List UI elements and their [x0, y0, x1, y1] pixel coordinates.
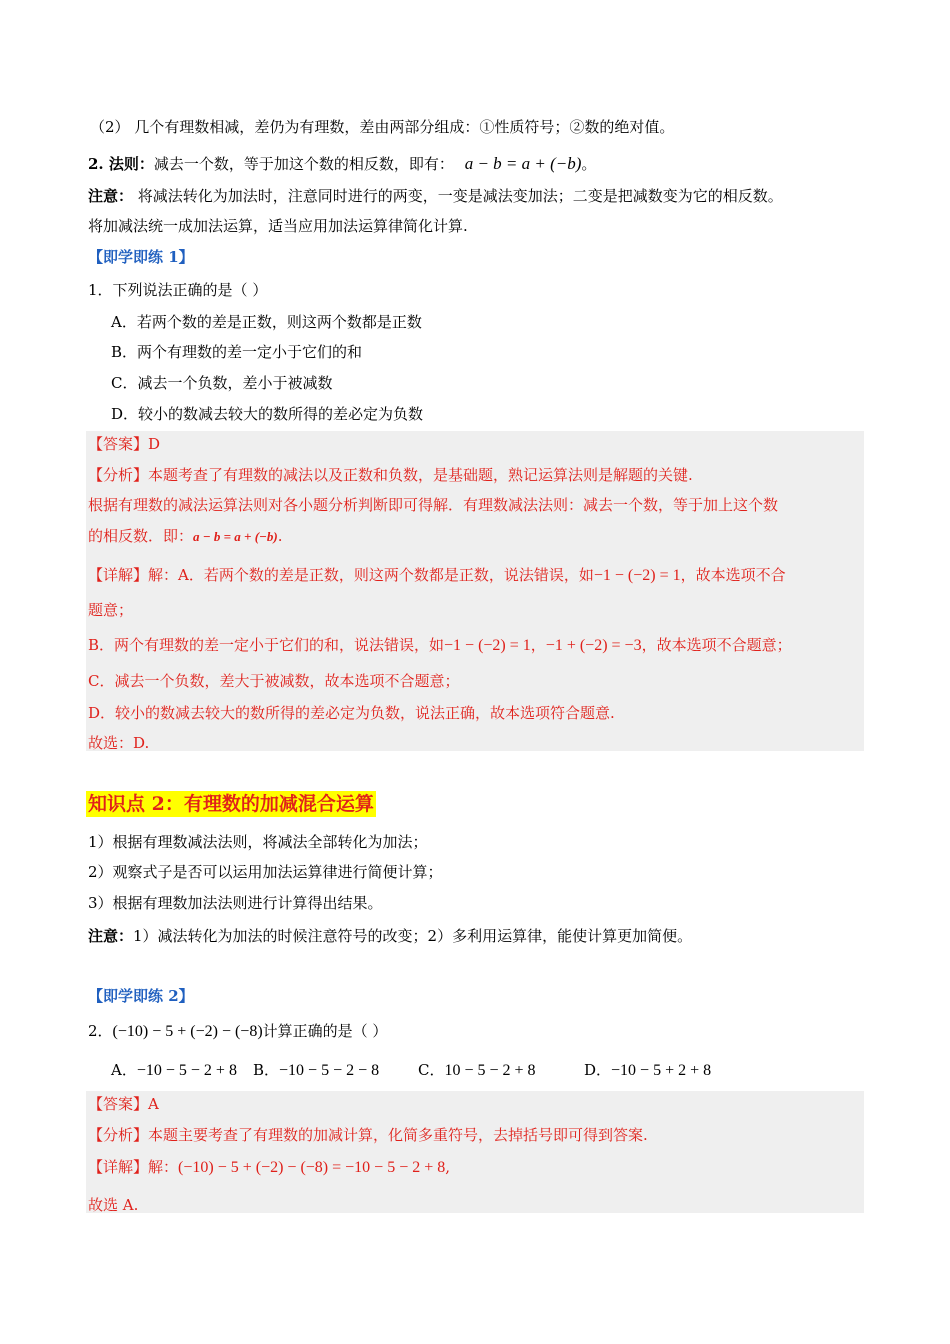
p2-option-a-label: A． [111, 1061, 137, 1079]
detail-1-formula: −1 − (−2) = 1 [593, 567, 681, 584]
practice1-option-b: B．两个有理数的差一定小于它们的和 [111, 343, 363, 361]
analysis-1-formula: a − b = a + (−b) [193, 529, 278, 544]
kp2-note-label: 注意： [88, 927, 134, 945]
practice2-q-text: 计算正确的是（ ） [262, 1022, 388, 1040]
conclusion-1: 故选：D. [88, 734, 150, 752]
detail-2-end: , [445, 1158, 451, 1176]
section-heading-kp2: 知识点 2：有理数的加减混合运算 [88, 793, 374, 815]
p2-option-b-formula: −10 − 5 − 2 − 8 [279, 1062, 380, 1079]
detail-b-end: ，故本选项不合题意； [641, 636, 792, 654]
practice2-option-d [584, 1060, 711, 1081]
practice2-question [88, 1021, 387, 1042]
detail-c-line: C．减去一个负数，差大于被减数，故本选项不合题意； [88, 672, 460, 690]
detail-2-formula: (−10) − 5 + (−2) − (−8) = −10 − 5 − 2 + 8 [178, 1159, 446, 1176]
kp2-step-1: 1）根据有理数减法法则，将减法全部转化为加法； [88, 833, 428, 851]
practice2-q-formula: (−10) − 5 + (−2) − (−8) [112, 1023, 263, 1040]
detail-1-line-2: 题意； [88, 601, 134, 619]
practice2-options [111, 1060, 237, 1081]
note-line-2: 将加减法统一成加法运算，适当应用加法运算律简化计算. [88, 217, 468, 235]
note-text: 将减法转化为加法时，注意同时进行的两变，一变是减法变加法；二变是把减数变为它的相反数。 [133, 187, 783, 205]
note-line-1 [88, 186, 783, 206]
detail-b-formula-1: −1 − (−2) = 1 [444, 637, 531, 654]
detail-b-sep: ， [530, 636, 546, 654]
p2-option-b-label: B． [253, 1061, 280, 1079]
p2-option-a-formula: −10 − 5 − 2 + 8 [136, 1062, 237, 1079]
analysis-1-end: . [277, 527, 283, 545]
detail-b-text: B．两个有理数的差一定小于它们的和，说法错误，如 [88, 636, 445, 654]
detail-b-formula-2: −1 + (−2) = −3 [545, 637, 642, 654]
detail-2-text: 【详解】解： [88, 1158, 179, 1176]
rule-text: 减去一个数，等于加这个数的相反数，即有： [153, 155, 454, 173]
conclusion-2: 故选 A. [88, 1196, 139, 1214]
practice2-option-c [418, 1060, 536, 1081]
practice1-option-c: C．减去一个负数，差小于被减数 [111, 374, 333, 392]
analysis-1-line-3 [88, 526, 283, 547]
practice1-question: 1．下列说法正确的是（ ） [88, 281, 268, 299]
answer-1: 【答案】D [88, 435, 161, 453]
analysis-1-line-2: 根据有理数的减法运算法则对各小题分析判断即可得解．有理数减法法则：减去一个数，等于加上这个数 [88, 496, 779, 514]
p2-option-c-label: C． [418, 1061, 445, 1079]
kp2-step-3: 3）根据有理数加法法则进行计算得出结果。 [88, 894, 383, 912]
rule-line [88, 154, 596, 174]
kp2-note-text: 1）减法转化为加法的时候注意符号的改变；2）多利用运算律，能使计算更加简便。 [133, 927, 693, 945]
detail-1-end: ，故本选项不合 [680, 566, 786, 584]
detail-1-text: 【详解】解：A．若两个数的差是正数，则这两个数都是正数，说法错误，如 [88, 566, 594, 584]
p2-option-c-formula: 10 − 5 − 2 + 8 [444, 1062, 536, 1079]
kp2-note [88, 926, 692, 946]
rule-formula: a − b = a + (−b) [464, 154, 582, 173]
rule-end: 。 [581, 155, 597, 173]
rule-label: 2. 法则： [88, 155, 154, 173]
practice1-option-d: D．较小的数减去较大的数所得的差必定为负数 [111, 405, 424, 423]
detail-1-line-1 [88, 565, 786, 586]
p2-option-d-label: D． [584, 1061, 612, 1079]
analysis-1-line-1: 【分析】本题考查了有理数的减法以及正数和负数，是基础题，熟记运算法则是解题的关键. [88, 466, 693, 484]
practice1-title: 【即学即练 1】 [88, 248, 194, 266]
answer-2: 【答案】A [88, 1095, 159, 1113]
note-label: 注意： [88, 187, 134, 205]
answer-box-2 [86, 1091, 864, 1213]
detail-b-line [88, 635, 792, 656]
detail-2 [88, 1157, 450, 1178]
practice1-option-a: A．若两个数的差是正数，则这两个数都是正数 [111, 313, 422, 331]
practice2-title: 【即学即练 2】 [88, 987, 194, 1005]
p2-option-d-formula: −10 − 5 + 2 + 8 [611, 1062, 712, 1079]
analysis-2: 【分析】本题主要考查了有理数的加减计算，化简多重符号，去掉括号即可得到答案. [88, 1126, 648, 1144]
kp2-step-2: 2）观察式子是否可以运用加法运算律进行简便计算； [88, 863, 443, 881]
analysis-1-text: 的相反数．即： [88, 527, 194, 545]
paragraph-2: （2） 几个有理数相减，差仍为有理数，差由两部分组成：①性质符号；②数的绝对值。 [90, 118, 675, 136]
practice2-q-num: 2． [88, 1022, 113, 1040]
practice2-option-b [253, 1060, 379, 1081]
detail-d-line: D．较小的数减去较大的数所得的差必定为负数，说法正确，故本选项符合题意. [88, 704, 615, 722]
